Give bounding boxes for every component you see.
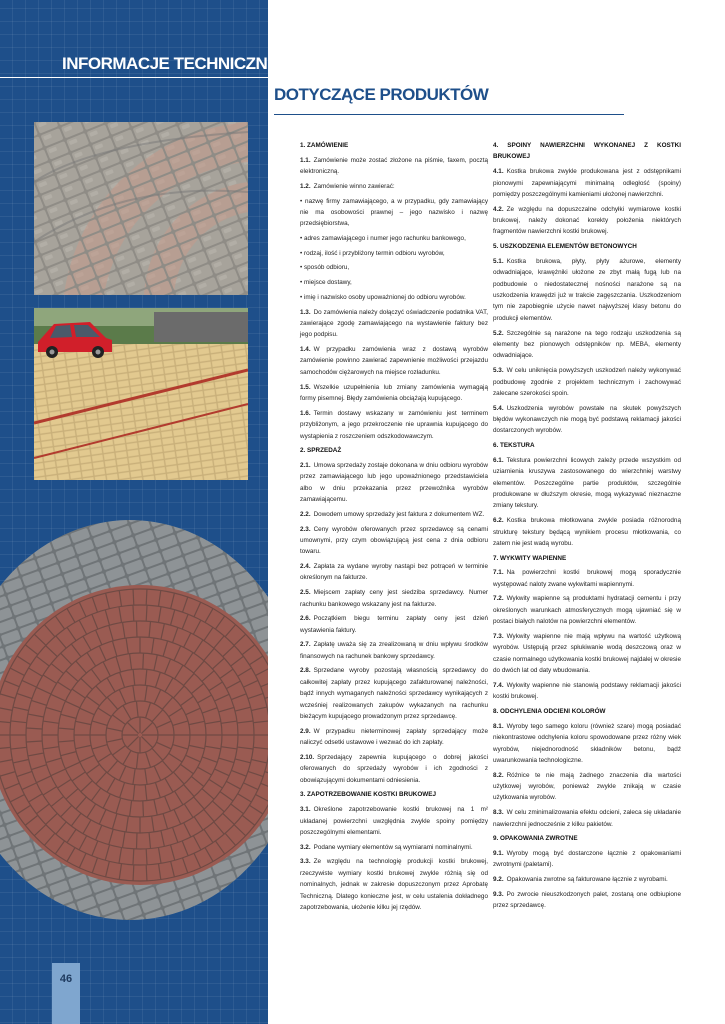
clause-number: 2.8.	[300, 667, 311, 675]
clause-number: 7.3.	[493, 633, 504, 640]
clause-text: W celu uniknięcia powyższych uszkodzeń należy wykonywać podbudowę zgodnie z projektem technicznym i zachowywać zalecane szerokości spoin.	[493, 367, 681, 397]
section-heading: 4. SPOINY NAWIERZCHNI WYKONANEJ Z KOSTKI BRUKOWEJ	[493, 142, 681, 161]
section-heading: 3. ZAPOTRZEBOWANIE KOSTKI BRUKOWEJ	[300, 791, 437, 799]
clause-text: Sprzedane wyroby pozostają własnością sprzedawcy do całkowitej zapłaty przez kupującego zafakturowanej należności, bądź innych wymaganych należności sprzedawcy wynikających z wcześniej realizowanych zakupów wykazanych na rachunku bieżącym kupującego prowadzonym przez sprzedawcę.	[300, 667, 488, 721]
paragraph	[493, 365, 681, 399]
clause-text: Początkiem biegu terminu zapłaty ceny jest dzień wystawienia faktury.	[300, 615, 488, 634]
clause-number: 2.9.	[300, 727, 311, 735]
clause-number: 8.2.	[493, 771, 504, 779]
panel-texture-line	[0, 1022, 268, 1023]
paragraph	[300, 196, 488, 230]
section-heading: 8. ODCHYLENIA ODCIENI KOLORÓW	[493, 708, 606, 716]
clause-text: Wykwity wapienne są produktami hydratacji cementu i przy określonych warunkach atmosferycznych mogą ujawniać się w postaci białych nalotów na powierzchni elementów.	[493, 595, 681, 626]
header-rule	[0, 77, 268, 78]
clause-number: 2.3.	[300, 525, 311, 533]
panel-texture-line	[0, 21, 268, 22]
paragraph	[493, 631, 681, 677]
clause-number: 8.1.	[493, 722, 504, 730]
paragraph	[300, 804, 488, 838]
paragraph	[300, 524, 488, 558]
clause-number: 5.4.	[493, 404, 504, 412]
paragraph	[493, 204, 681, 238]
clause-number: 1.1.	[300, 156, 311, 164]
paragraph	[300, 248, 488, 259]
panel-texture-line	[0, 34, 268, 35]
clause-number: 2.1.	[300, 461, 311, 469]
panel-texture-line	[0, 1009, 268, 1010]
page-number: 46	[59, 973, 73, 985]
clause-text: Wszelkie uzupełnienia lub zmiany zamówienia wymagają formy pisemnej. Błędy zamówienia obciążają kupującego.	[300, 383, 488, 402]
section-heading: 7. WYKWITY WAPIENNE	[493, 554, 567, 562]
clause-text: • nazwę firmy zamawiającego, a w przypadku, gdy zamawiający nie ma osobowości prawnej – jego nazwisko i nazwę przedsiębiorstwa,	[300, 197, 488, 228]
paragraph	[300, 460, 488, 506]
clause-text: Do zamówienia należy dołączyć oświadczenie podatnika VAT, zawierające zgodę zamawiającego na wystawienie faktury bez jego podpisu.	[300, 308, 488, 339]
paragraph	[493, 455, 681, 512]
paragraph	[300, 509, 488, 520]
paragraph	[493, 874, 681, 885]
paragraph	[493, 807, 681, 830]
clause-text: Wyroby mogą być dostarczone łącznie z opakowaniami zwrotnymi (paletami).	[493, 849, 681, 869]
clause-number: 7.2.	[493, 595, 504, 603]
paragraph	[300, 639, 488, 662]
clause-number: 1.4.	[300, 346, 311, 354]
clause-text: Zamówienie może zostać złożone na piśmie, faxem, pocztą elektroniczną.	[300, 156, 488, 176]
panel-texture-line	[0, 112, 268, 113]
clause-text: Opakowania zwrotne są fakturowane łącznie z wyrobami.	[506, 876, 668, 884]
panel-texture-line	[0, 8, 268, 9]
paragraph	[300, 181, 488, 192]
clause-text: Zapłatę uważa się za zrealizowaną w dniu wpływu środków finansowych na rachunek bankowy sprzedawcy.	[300, 641, 488, 660]
clause-text: Termin dostawy wskazany w zamówieniu jest terminem przybliżonym, a jego przekroczenie nie uprawnia kupującego do wystąpienia z roszczeniem odszkodowawczym.	[300, 409, 488, 440]
paragraph	[493, 593, 681, 627]
clause-number: 3.2.	[300, 843, 311, 851]
clause-text: Wykwity wapienne nie stanowią podstawy reklamacji jakości kostki brukowej.	[493, 681, 681, 701]
photo-circular-red-cobbles	[0, 520, 268, 920]
paragraph	[300, 344, 488, 378]
paragraph	[300, 155, 488, 178]
clause-number: 1.6.	[300, 409, 311, 417]
clause-text: Dowodem umowy sprzedaży jest faktura z dokumentem WZ.	[313, 510, 485, 518]
paragraph	[300, 587, 488, 610]
clause-text: • adres zamawiającego i numer jego rachunku bankowego,	[300, 235, 466, 243]
clause-number: 2.10.	[300, 753, 315, 761]
paragraph	[300, 726, 488, 749]
clause-text: Miejscem zapłaty ceny jest siedziba sprzedawcy. Numer rachunku bankowego wskazany jest na fakturze.	[300, 589, 488, 608]
clause-number: 5.2.	[493, 329, 504, 337]
subtitle-rule	[274, 114, 624, 115]
panel-texture-line	[0, 983, 268, 984]
paragraph	[300, 752, 488, 786]
paragraph	[493, 567, 681, 590]
paragraph	[300, 561, 488, 584]
clause-number: 4.2.	[493, 205, 504, 213]
paragraph	[300, 408, 488, 442]
clause-number: 9.1.	[493, 849, 504, 857]
clause-text: • imię i nazwisko osoby upoważnionej do odbioru wyrobów.	[300, 293, 466, 301]
clause-text: Wyroby tego samego koloru (również szare) mogą posiadać niekontrastowe odchylenia koloru spowodowane przez różny wiek wyrobów, niejednorodność składników betonu, bądź uwarunkowania technologiczne.	[493, 722, 681, 764]
clause-text: Kostka brukowa zwykle produkowana jest z odstępnikami pionowymi zapewniającymi minimalną odległość (spoiny) pomiędzy poszczególnymi kamieniami ułożonej nawierzchni.	[493, 168, 681, 198]
paragraph	[493, 848, 681, 871]
paragraph	[300, 842, 488, 853]
section-heading: 1. ZAMÓWIENIE	[300, 142, 349, 149]
text-column-left	[300, 140, 488, 917]
clause-number: 2.7.	[300, 641, 311, 649]
paragraph	[493, 889, 681, 912]
paragraph	[300, 856, 488, 913]
clause-text: Ceny wyrobów oferowanych przez sprzedawcę są cenami umownymi, przy czym obowiązującą jest cena z dnia odbioru towaru.	[300, 525, 488, 556]
clause-number: 8.3.	[493, 809, 504, 817]
clause-text: Różnice te nie mają żadnego znaczenia dla wartości użytkowej wyrobów, ponieważ zwykle znikają w czasie użytkowania wyrobów.	[493, 771, 681, 802]
clause-number: 7.1.	[493, 569, 504, 577]
paragraph	[300, 665, 488, 722]
clause-text: W przypadku zamówienia wraz z dostawą wyrobów zamówienie powinno zawierać zapewnienie możliwości przejazdu samochodów ciężarowych na miejsce rozładunku.	[300, 346, 488, 376]
clause-number: 3.3.	[300, 858, 311, 866]
paragraph	[300, 307, 488, 341]
panel-texture-line	[0, 996, 268, 997]
paragraph	[300, 382, 488, 405]
clause-text: Sprzedający zapewnia kupującego o dobrej jakości oferowanych do sprzedaży wyrobów i ich zgodności z obowiązującymi dokumentami odniesienia.	[300, 753, 488, 784]
paragraph	[493, 515, 681, 549]
clause-text: W celu zminimalizowania efektu odcieni, zaleca się układanie nawierzchni jednocześnie z kilku pakietów.	[493, 809, 681, 828]
page-number-tab	[52, 963, 80, 1024]
clause-number: 1.2.	[300, 182, 311, 190]
panel-texture-line	[0, 515, 268, 516]
paragraph	[300, 262, 488, 273]
section-heading: 2. SPRZEDAŻ	[300, 447, 342, 455]
clause-text: Ze względu na dopuszczalne odchyłki wymiarowe kostki brukowej, należy dokonać korekty położenia niektórych fragmentów nawierzchni kostki brukowej.	[493, 205, 681, 236]
clause-text: Na powierzchni kostki brukowej mogą sporadycznie występować naloty zwane wykwitami wapiennymi.	[493, 569, 681, 588]
paragraph	[300, 292, 488, 303]
panel-texture-line	[0, 957, 268, 958]
panel-texture-line	[0, 502, 268, 503]
clause-text: W przypadku nieterminowej zapłaty sprzedający może naliczyć odsetki ustawowe i wezwać do ich zapłaty.	[300, 727, 488, 747]
clause-number: 2.6.	[300, 615, 311, 623]
clause-text: Ze względu na technologię produkcji kostki brukowej, rzeczywiste wymiary kostki brukowej zwykle różnią się od nominalnych, jednak w zakresie dopuszczonym przez Aprobatę Techniczną. Dlatego konieczne jest, w celu ustalenia dokładnego zapotrzebowania, ułożenie kilku jej rzędów.	[300, 858, 488, 911]
paragraph	[493, 256, 681, 324]
clause-number: 1.5.	[300, 383, 311, 391]
clause-text: • miejsce dostawy,	[300, 279, 352, 287]
paragraph	[493, 403, 681, 437]
clause-text: Szczególnie są narażone na tego rodzaju uszkodzenia są elementy bez pionowych odstępników np. MEBA, elementy odwadniające.	[493, 329, 681, 360]
panel-texture-line	[0, 944, 268, 945]
panel-texture-line	[0, 99, 268, 100]
clause-number: 5.3.	[493, 367, 504, 375]
clause-number: 1.3.	[300, 308, 311, 316]
clause-text: • rodzaj, ilość i przybliżony termin odbioru wyrobów,	[300, 249, 445, 257]
photo-fan-pattern-cobbles	[34, 122, 248, 295]
clause-text: Zamówienie winno zawierać:	[313, 182, 395, 190]
clause-number: 2.2.	[300, 510, 311, 518]
paragraph	[493, 328, 681, 362]
section-heading: 6. TEKSTURA	[493, 442, 535, 450]
section-heading: 5. USZKODZENIA ELEMENTÓW BETONOWYCH	[493, 243, 637, 251]
section-heading: 9. OPAKOWANIA ZWROTNE	[493, 835, 578, 843]
panel-texture-line	[0, 931, 268, 932]
clause-text: Określone zapotrzebowanie kostki brukowej na 1 m² układanej powierzchni uwzględnia zwykle spoiny pomiędzy poszczególnymi elementami.	[300, 806, 488, 836]
paragraph	[493, 770, 681, 804]
paragraph	[300, 233, 488, 244]
clause-text: Uszkodzenia wyrobów powstałe na skutek powyższych błędów wykonawczych nie mogą być podstawą reklamacji jakości dostarczonych wyrobów.	[493, 404, 681, 435]
paragraph	[300, 277, 488, 288]
clause-number: 4.1.	[493, 168, 504, 176]
clause-number: 5.1.	[493, 257, 504, 265]
clause-text: Po zwrocie nieuszkodzonych palet, zostaną one odbiupione przez sprzedawcę.	[493, 890, 681, 910]
panel-texture-line	[0, 489, 268, 490]
clause-number: 9.2.	[493, 876, 504, 884]
clause-text: Zapłata za wydane wyroby nastąpi bez potrąceń w terminie określonym na fakturze.	[300, 563, 488, 582]
paragraph	[493, 166, 681, 200]
section-title: INFORMACJE TECHNICZNE	[62, 54, 279, 73]
clause-number: 7.4.	[493, 681, 504, 689]
clause-text: Tekstura powierzchni licowych zależy przede wszystkim od uziarnienia kruszywa zastosowanego do wierzchniej warstwy elementów. Poszczególne partie produktów, szczególnie produkowane w dłuższym okresie, mogą wykazywać nieznaczne zmiany tekstury.	[493, 456, 681, 510]
clause-text: • sposób odbioru,	[300, 264, 350, 272]
clause-text: Kostka brukowa, płyty, płyty ażurowe, elementy odwadniające, krawężniki ułożone ze zbyt małą fugą lub na podbudowie o niedostatecznej nośności narażone są na uszkodzenia krawędzi już w trakcie zagęszczania. Uszkodzeniom tym nie zapobiegnie użycie nawet najwyższej klasy betonu do produkcji elementów.	[493, 257, 681, 322]
paragraph	[493, 680, 681, 703]
panel-texture-line	[0, 47, 268, 48]
clause-number: 3.1.	[300, 806, 311, 814]
text-column-right	[493, 140, 681, 915]
clause-text: Podane wymiary elementów są wymiarami nominalnymi.	[313, 843, 473, 851]
clause-number: 6.1.	[493, 456, 504, 464]
clause-number: 6.2.	[493, 517, 504, 525]
photo-red-car-on-paving	[34, 308, 248, 480]
clause-text: Wykwity wapienne nie mają wpływu na wartość użytkową wyrobów. Ustępują przez spłukiwanie wodą deszczową oraz w czasie normalnego użytkowania kostki brukowej najdalej w okresie do dwóch lat od daty wbudowania.	[493, 633, 681, 675]
clause-text: Kostka brukowa młotkowana zwykle posiada różnorodną strukturę tekstury będącą wynikiem procesu młotkowania, co zatem nie jest wadą wyrobu.	[493, 517, 681, 547]
section-subtitle: DOTYCZĄCE PRODUKTÓW	[274, 85, 489, 104]
clause-number: 2.4.	[300, 563, 311, 571]
clause-text: Umowa sprzedaży zostaje dokonana w dniu odbioru wyrobów przez zamawiającego lub jego upoważnionego przedstawiciela albo w dniu przekazania przez przewoźnika wyrobów zamawiającemu.	[300, 461, 488, 504]
clause-number: 9.3.	[493, 890, 504, 898]
clause-number: 2.5.	[300, 589, 311, 597]
panel-texture-line	[0, 86, 268, 87]
paragraph	[300, 613, 488, 636]
panel-texture-line	[0, 970, 268, 971]
paragraph	[493, 721, 681, 767]
